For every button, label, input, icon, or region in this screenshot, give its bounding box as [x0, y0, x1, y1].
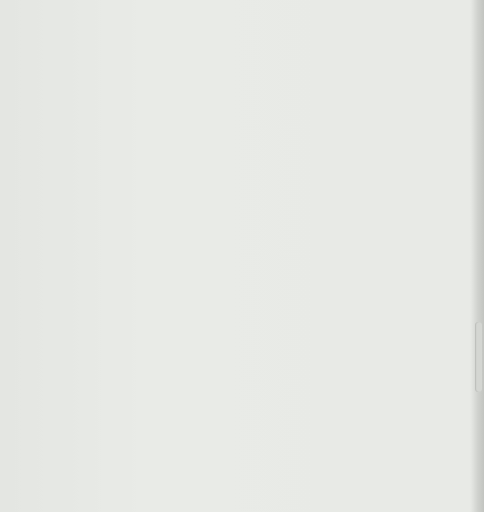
page-edge-tab: [475, 322, 482, 392]
text-column: [0, 0, 120, 512]
page-edge: [474, 0, 484, 512]
